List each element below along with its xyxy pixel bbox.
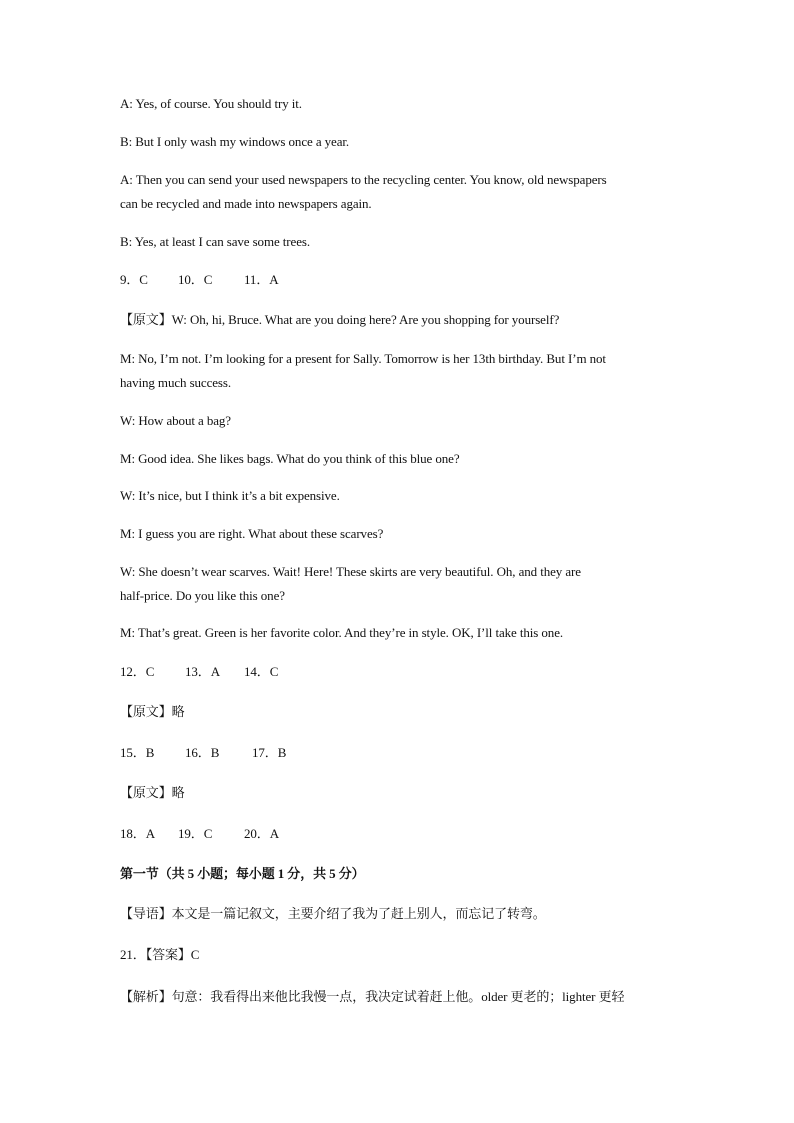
transcript-line-7: W: She doesn’t wear scarves. Wait! Here! These skirts are very beautiful. Oh, and they are <box>120 564 581 579</box>
answer-row-18-20 <box>120 822 680 846</box>
transcript-omitted-2: 【原文】略 <box>120 785 185 800</box>
analysis-line: 【解析】句意：我看得出来他比我慢一点，我决定试着赶上他。older 更老的；lighter 更轻 <box>120 989 625 1004</box>
answer-10: 10．C <box>178 272 213 287</box>
answer-16: 16．B <box>185 745 220 760</box>
answer-12: 12．C <box>120 664 155 679</box>
section-heading: 第一节（共 5 小题；每小题 1 分，共 5 分） <box>120 866 365 881</box>
transcript-line-4: M: Good idea. She likes bags. What do you think of this blue one? <box>120 451 460 466</box>
answer-14: 14．C <box>244 664 279 679</box>
transcript-line-1: 【原文】W: Oh, hi, Bruce. What are you doing here? Are you shopping for yourself? <box>120 312 560 327</box>
answer-row-12-14 <box>120 660 680 684</box>
dialogue-line-b1: B: But I only wash my windows once a year. <box>120 134 350 149</box>
dialogue-line-a2-cont: can be recycled and made into newspapers again. <box>120 196 372 211</box>
answer-19: 19．C <box>178 826 213 841</box>
transcript-line-5: W: It’s nice, but I think it’s a bit expensive. <box>120 488 340 503</box>
answer-13: 13．A <box>185 664 220 679</box>
answer-18: 18．A <box>120 826 155 841</box>
transcript-line-8: M: That’s great. Green is her favorite color. And they’re in style. OK, I’ll take this one. <box>120 625 564 640</box>
transcript-line-2: M: No, I’m not. I’m looking for a present for Sally. Tomorrow is her 13th birthday. But I’m not <box>120 351 606 366</box>
intro-line: 【导语】本文是一篇记叙文，主要介绍了我为了赶上别人，而忘记了转弯。 <box>120 906 546 921</box>
answer-11: 11．A <box>244 272 279 287</box>
dialogue-line-b2: B: Yes, at least I can save some trees. <box>120 234 310 249</box>
answer-row-9-11 <box>120 268 680 292</box>
transcript-omitted-1: 【原文】略 <box>120 704 185 719</box>
answer-15: 15．B <box>120 745 155 760</box>
answer-row-15-17 <box>120 741 680 765</box>
answer-21: 21．【答案】C <box>120 947 200 962</box>
answer-9: 9．C <box>120 272 148 287</box>
answer-17: 17．B <box>252 745 287 760</box>
transcript-line-7-cont: half-price. Do you like this one? <box>120 588 285 603</box>
answer-20: 20．A <box>244 826 279 841</box>
transcript-line-6: M: I guess you are right. What about these scarves? <box>120 526 384 541</box>
dialogue-line-a2: A: Then you can send your used newspapers to the recycling center. You know, old newspapers <box>120 172 607 187</box>
transcript-line-2-cont: having much success. <box>120 375 232 390</box>
dialogue-line-a1: A: Yes, of course. You should try it. <box>120 96 302 111</box>
transcript-line-3: W: How about a bag? <box>120 413 231 428</box>
